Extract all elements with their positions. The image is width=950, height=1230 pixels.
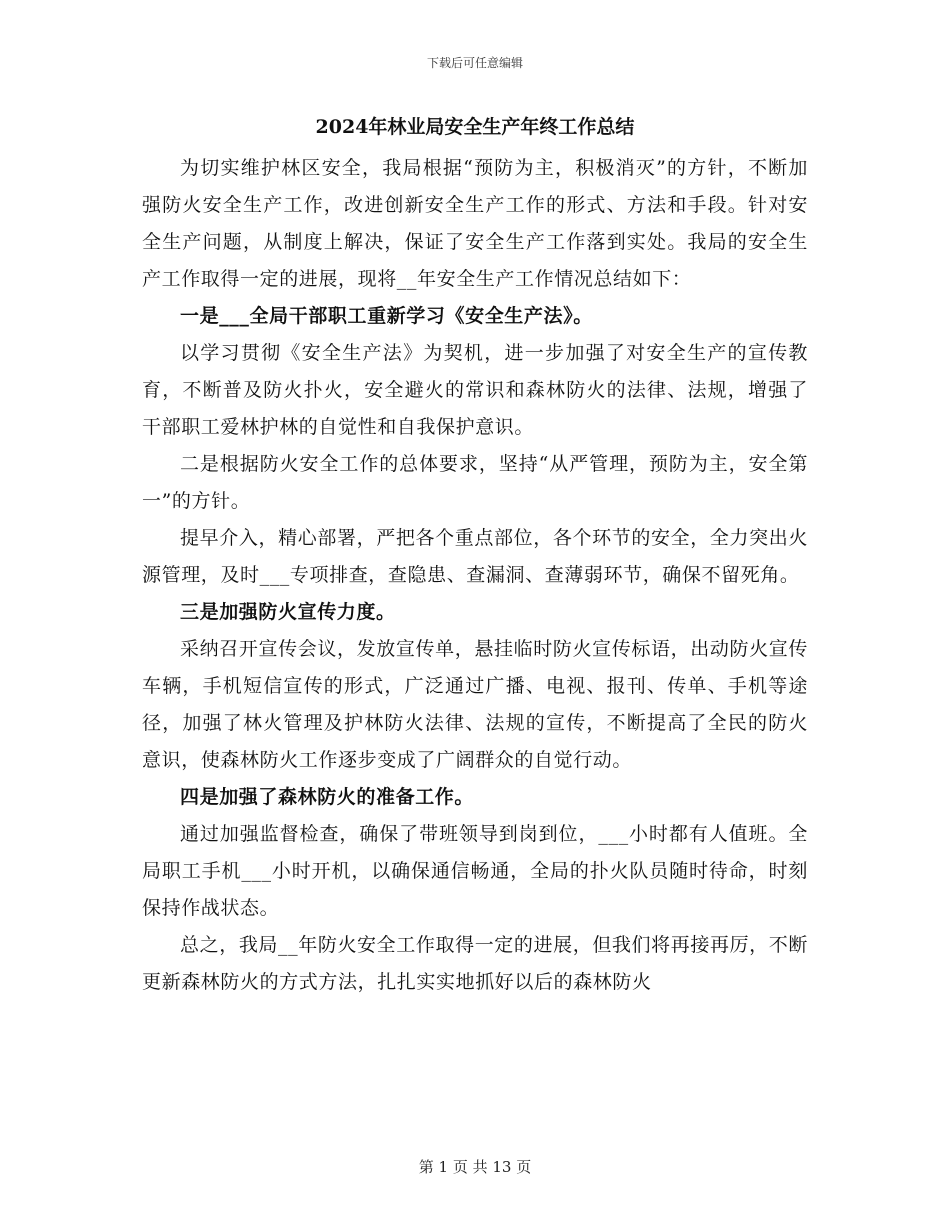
document-title: 2024年林业局安全生产年终工作总结 (315, 116, 635, 138)
document-body (142, 110, 808, 1001)
paragraph-conclusion: 总之，我局__年防火安全工作取得一定的进展，但我们将再接再厉，不断更新森林防火的方式方法，扎扎实实地抓好以后的森林防火 (142, 934, 808, 993)
page-header-note: 下载后可任意编辑 (426, 56, 523, 70)
heading-point-three: 三是加强防火宣传力度。 (180, 601, 396, 623)
paragraph-point-three: 采纳召开宣传会议，发放宣传单，悬挂临时防火宣传标语，出动防火宣传车辆，手机短信宣传的形式，广泛通过广播、电视、报刊、传单、手机等途径，加强了林火管理及护林防火法律、法规的宣传，不断提高了全民的防火意识，使森林防火工作逐步变成了广阔群众的自觉行动。 (142, 638, 808, 771)
paragraph-point-two-detail: 提早介入，精心部署，严把各个重点部位，各个环节的安全，全力突出火源管理，及时___专项排查，查隐患、查漏洞、查薄弱环节，确保不留死角。 (142, 527, 808, 586)
heading-point-four: 四是加强了森林防火的准备工作。 (180, 786, 475, 808)
heading-point-one: 一是___全局干部职工重新学习《安全生产法》。 (180, 305, 593, 327)
paragraph-point-two: 二是根据防火安全工作的总体要求，坚持“从严管理，预防为主，安全第一”的方针。 (142, 453, 808, 512)
paragraph-point-one: 以学习贯彻《安全生产法》为契机，进一步加强了对安全生产的宣传教育，不断普及防火扑火，安全避火的常识和森林防火的法律、法规，增强了干部职工爱林护林的自觉性和自我保护意识。 (142, 342, 808, 438)
paragraph-point-four: 通过加强监督检查，确保了带班领导到岗到位，___小时都有人值班。全局职工手机___小时开机，以确保通信畅通，全局的扑火队员随时待命，时刻保持作战状态。 (142, 823, 808, 919)
paragraph-intro: 为切实维护林区安全，我局根据“预防为主，积极消灭”的方针，不断加强防火安全生产工作，改进创新安全生产工作的形式、方法和手段。针对安全生产问题，从制度上解决，保证了安全生产工作落到实处。我局的安全生产工作取得一定的进展，现将__年安全生产工作情况总结如下： (142, 157, 808, 290)
page-number: 第 1 页 共 13 页 (418, 1158, 532, 1176)
